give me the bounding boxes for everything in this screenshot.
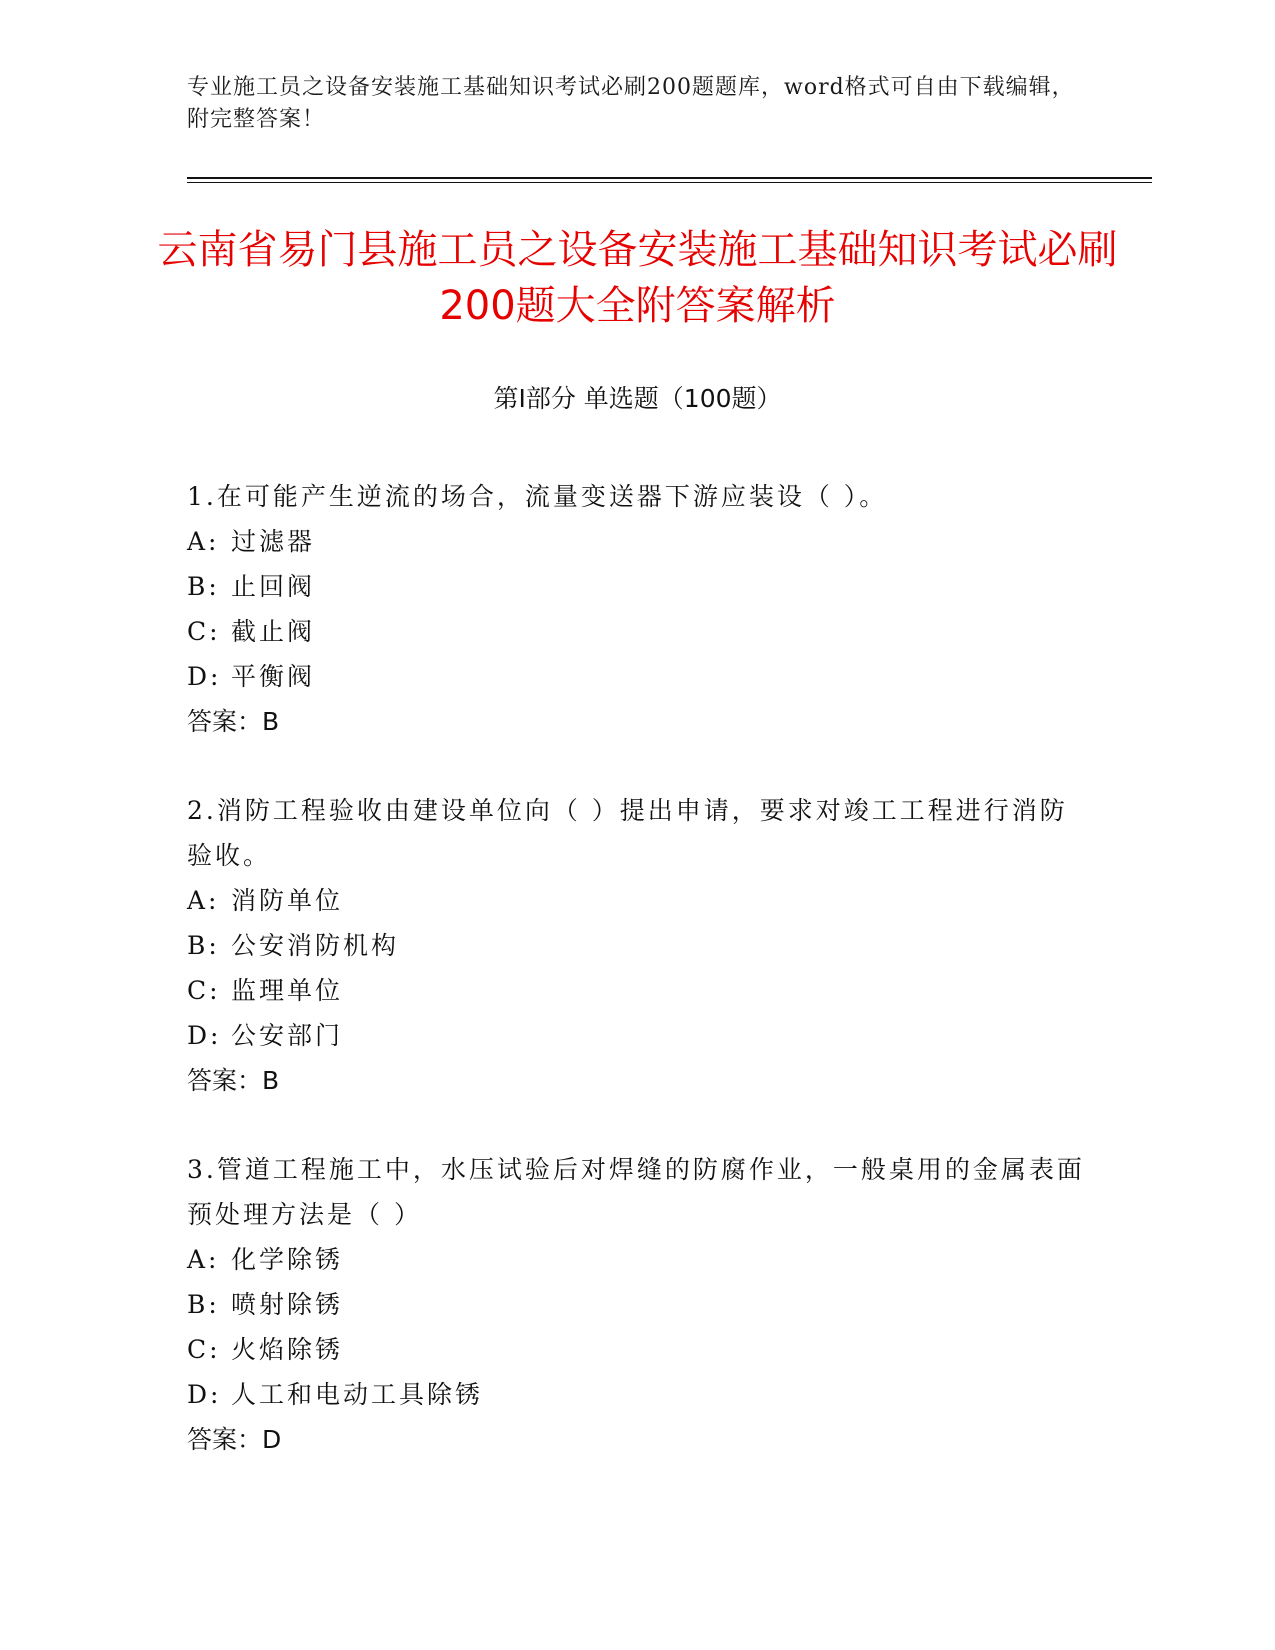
question-2: [187, 788, 1087, 1103]
option-a: [187, 1237, 1087, 1282]
option-key: D:: [187, 1021, 222, 1050]
option-d: [187, 1013, 1087, 1058]
option-text: 公安部门: [231, 1021, 344, 1050]
option-c: [187, 609, 1087, 654]
option-key: D:: [187, 662, 222, 691]
option-key: C:: [187, 976, 221, 1005]
option-key: B:: [187, 931, 220, 960]
document-title: 云南省易门县施工员之设备安装施工基础知识考试必刷200题大全附答案解析: [157, 227, 1118, 329]
option-key: C:: [187, 617, 221, 646]
question-list: [187, 474, 1087, 1506]
option-text: 火焰除锈: [231, 1335, 344, 1364]
answer-line: 答案：D: [187, 1425, 282, 1454]
option-key: A:: [187, 1245, 220, 1274]
option-text: 人工和电动工具除锈: [231, 1380, 484, 1409]
section-heading: 第Ⅰ部分 单选题（100题）: [493, 384, 782, 413]
answer-line: 答案：B: [187, 707, 280, 736]
option-key: C:: [187, 1335, 221, 1364]
option-key: A:: [187, 886, 220, 915]
header-note: 专业施工员之设备安装施工基础知识考试必刷200题题库，word格式可自由下载编辑，附完整答案！: [187, 75, 1075, 132]
option-text: 截止阀: [231, 617, 316, 646]
question-3: [187, 1147, 1087, 1462]
option-text: 平衡阀: [231, 662, 316, 691]
option-text: 化学除锈: [231, 1245, 344, 1274]
option-c: [187, 1327, 1087, 1372]
option-b: [187, 564, 1087, 609]
question-1: [187, 474, 1087, 744]
option-key: B:: [187, 572, 220, 601]
option-key: A:: [187, 527, 220, 556]
option-key: D:: [187, 1380, 222, 1409]
option-d: [187, 1372, 1087, 1417]
option-b: [187, 923, 1087, 968]
option-b: [187, 1282, 1087, 1327]
option-key: B:: [187, 1290, 220, 1319]
option-text: 公安消防机构: [231, 931, 400, 960]
option-a: [187, 519, 1087, 564]
header-rule-thin: [187, 182, 1152, 183]
option-c: [187, 968, 1087, 1013]
option-a: [187, 878, 1087, 923]
answer-line: 答案：B: [187, 1066, 280, 1095]
question-stem: 2.消防工程验收由建设单位向（ ）提出申请，要求对竣工工程进行消防验收。: [187, 796, 1068, 870]
option-text: 消防单位: [231, 886, 344, 915]
header-rule-thick: [187, 177, 1152, 179]
question-stem: 3.管道工程施工中，水压试验后对焊缝的防腐作业，一般桌用的金属表面预处理方法是（ ）: [187, 1155, 1085, 1229]
option-text: 监理单位: [231, 976, 344, 1005]
option-text: 喷射除锈: [231, 1290, 344, 1319]
question-stem: 1.在可能产生逆流的场合，流量变送器下游应装设（ ）。: [187, 482, 888, 511]
option-text: 过滤器: [231, 527, 316, 556]
option-d: [187, 654, 1087, 699]
option-text: 止回阀: [231, 572, 316, 601]
